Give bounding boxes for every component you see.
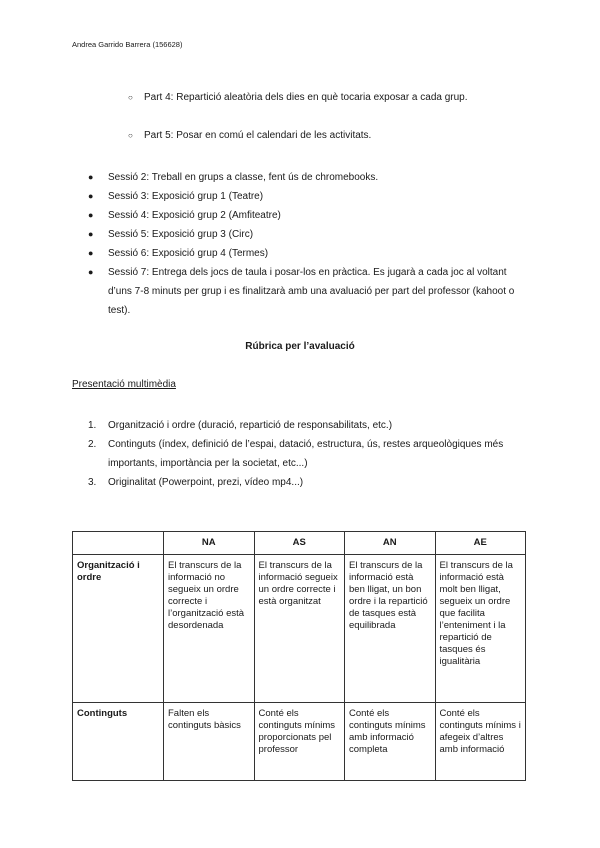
table-row bbox=[73, 703, 526, 781]
bullet-icon: ● bbox=[88, 172, 94, 182]
list-item bbox=[88, 244, 528, 263]
section-subtitle: Presentació multimèdia bbox=[72, 379, 176, 390]
list-item-text: Sessió 5: Exposició grup 3 (Circ) bbox=[108, 229, 254, 240]
table-header-cell: AN bbox=[345, 532, 436, 555]
row-label: Continguts bbox=[73, 703, 164, 781]
list-item bbox=[88, 225, 528, 244]
list-number: 1. bbox=[88, 420, 97, 431]
list-item-text: Sessió 2: Treball en grups a classe, fent ús de chromebooks. bbox=[108, 172, 379, 183]
table-cell: Conté els continguts mínims proporcionats pel professor bbox=[254, 703, 345, 781]
list-item-text: Sessió 4: Exposició grup 2 (Amfiteatre) bbox=[108, 210, 281, 221]
list-item bbox=[88, 435, 528, 473]
bullet-icon: ● bbox=[88, 267, 94, 277]
bullet-icon: ● bbox=[88, 210, 94, 220]
bullet-icon: ● bbox=[88, 248, 94, 258]
list-item-text: Originalitat (Powerpoint, prezi, vídeo mp4...) bbox=[108, 477, 304, 488]
list-item bbox=[88, 168, 528, 187]
list-item-text: Sessió 3: Exposició grup 1 (Teatre) bbox=[108, 191, 264, 202]
criteria-list bbox=[88, 416, 528, 492]
table-cell: El transcurs de la informació està ben lligat, un bon ordre i la repartició de tasques està equilibrada bbox=[345, 555, 436, 703]
list-item-text: Sessió 6: Exposició grup 4 (Termes) bbox=[108, 248, 269, 259]
sessions-list bbox=[88, 168, 528, 320]
table-header-cell: NA bbox=[164, 532, 255, 555]
table-header-cell: AS bbox=[254, 532, 345, 555]
bullet-icon: ● bbox=[88, 191, 94, 201]
bullet-icon: ● bbox=[88, 229, 94, 239]
list-item bbox=[88, 206, 528, 225]
table-header-row bbox=[73, 532, 526, 555]
list-item-text: Sessió 7: Entrega dels jocs de taula i posar-los en pràctica. Es jugarà a cada joc al voltant d’uns 7-8 minuts per grup i es finalitzarà amb una avaluació per part del professor (kahoot o test). bbox=[108, 267, 515, 316]
table-cell: Conté els continguts mínims i afegeix d’altres amb informació bbox=[435, 703, 526, 781]
list-item bbox=[88, 187, 528, 206]
sub-item-part-5 bbox=[128, 130, 371, 141]
circle-bullet-icon: ○ bbox=[128, 93, 133, 102]
table-cell: Conté els continguts mínims amb informació completa bbox=[345, 703, 436, 781]
sub-item-text: Part 4: Repartició aleatòria dels dies en què tocaria exposar a cada grup. bbox=[144, 92, 468, 103]
list-number: 3. bbox=[88, 477, 97, 488]
table-cell: Falten els continguts bàsics bbox=[164, 703, 255, 781]
list-item bbox=[88, 473, 528, 492]
table-header-cell: AE bbox=[435, 532, 526, 555]
table-row bbox=[73, 555, 526, 703]
list-item bbox=[88, 263, 528, 320]
table-cell: El transcurs de la informació està molt ben lligat, segueix un ordre que facilita l’enteniment i la repartició de tasques és igualitària bbox=[435, 555, 526, 703]
table-header-cell bbox=[73, 532, 164, 555]
circle-bullet-icon: ○ bbox=[128, 131, 133, 140]
rubric-table bbox=[72, 531, 526, 781]
list-item-text: Organització i ordre (duració, repartició de responsabilitats, etc.) bbox=[108, 420, 393, 431]
row-label: Organització i ordre bbox=[73, 555, 164, 703]
table-cell: El transcurs de la informació no segueix un ordre correcte i l’organització està desordenada bbox=[164, 555, 255, 703]
sub-item-part-4 bbox=[128, 92, 468, 103]
rubric-heading: Rúbrica per l’avaluació bbox=[245, 341, 355, 352]
list-number: 2. bbox=[88, 439, 97, 450]
table-cell: El transcurs de la informació segueix un ordre correcte i està organitzat bbox=[254, 555, 345, 703]
list-item-text: Continguts (índex, definició de l’espai, datació, estructura, ús, restes arqueològiques més importants, importància per la societat, etc...) bbox=[108, 439, 504, 469]
author-header: Andrea Garrido Barrera (156628) bbox=[72, 40, 183, 49]
list-item bbox=[88, 416, 528, 435]
sub-item-text: Part 5: Posar en comú el calendari de les activitats. bbox=[144, 130, 372, 141]
